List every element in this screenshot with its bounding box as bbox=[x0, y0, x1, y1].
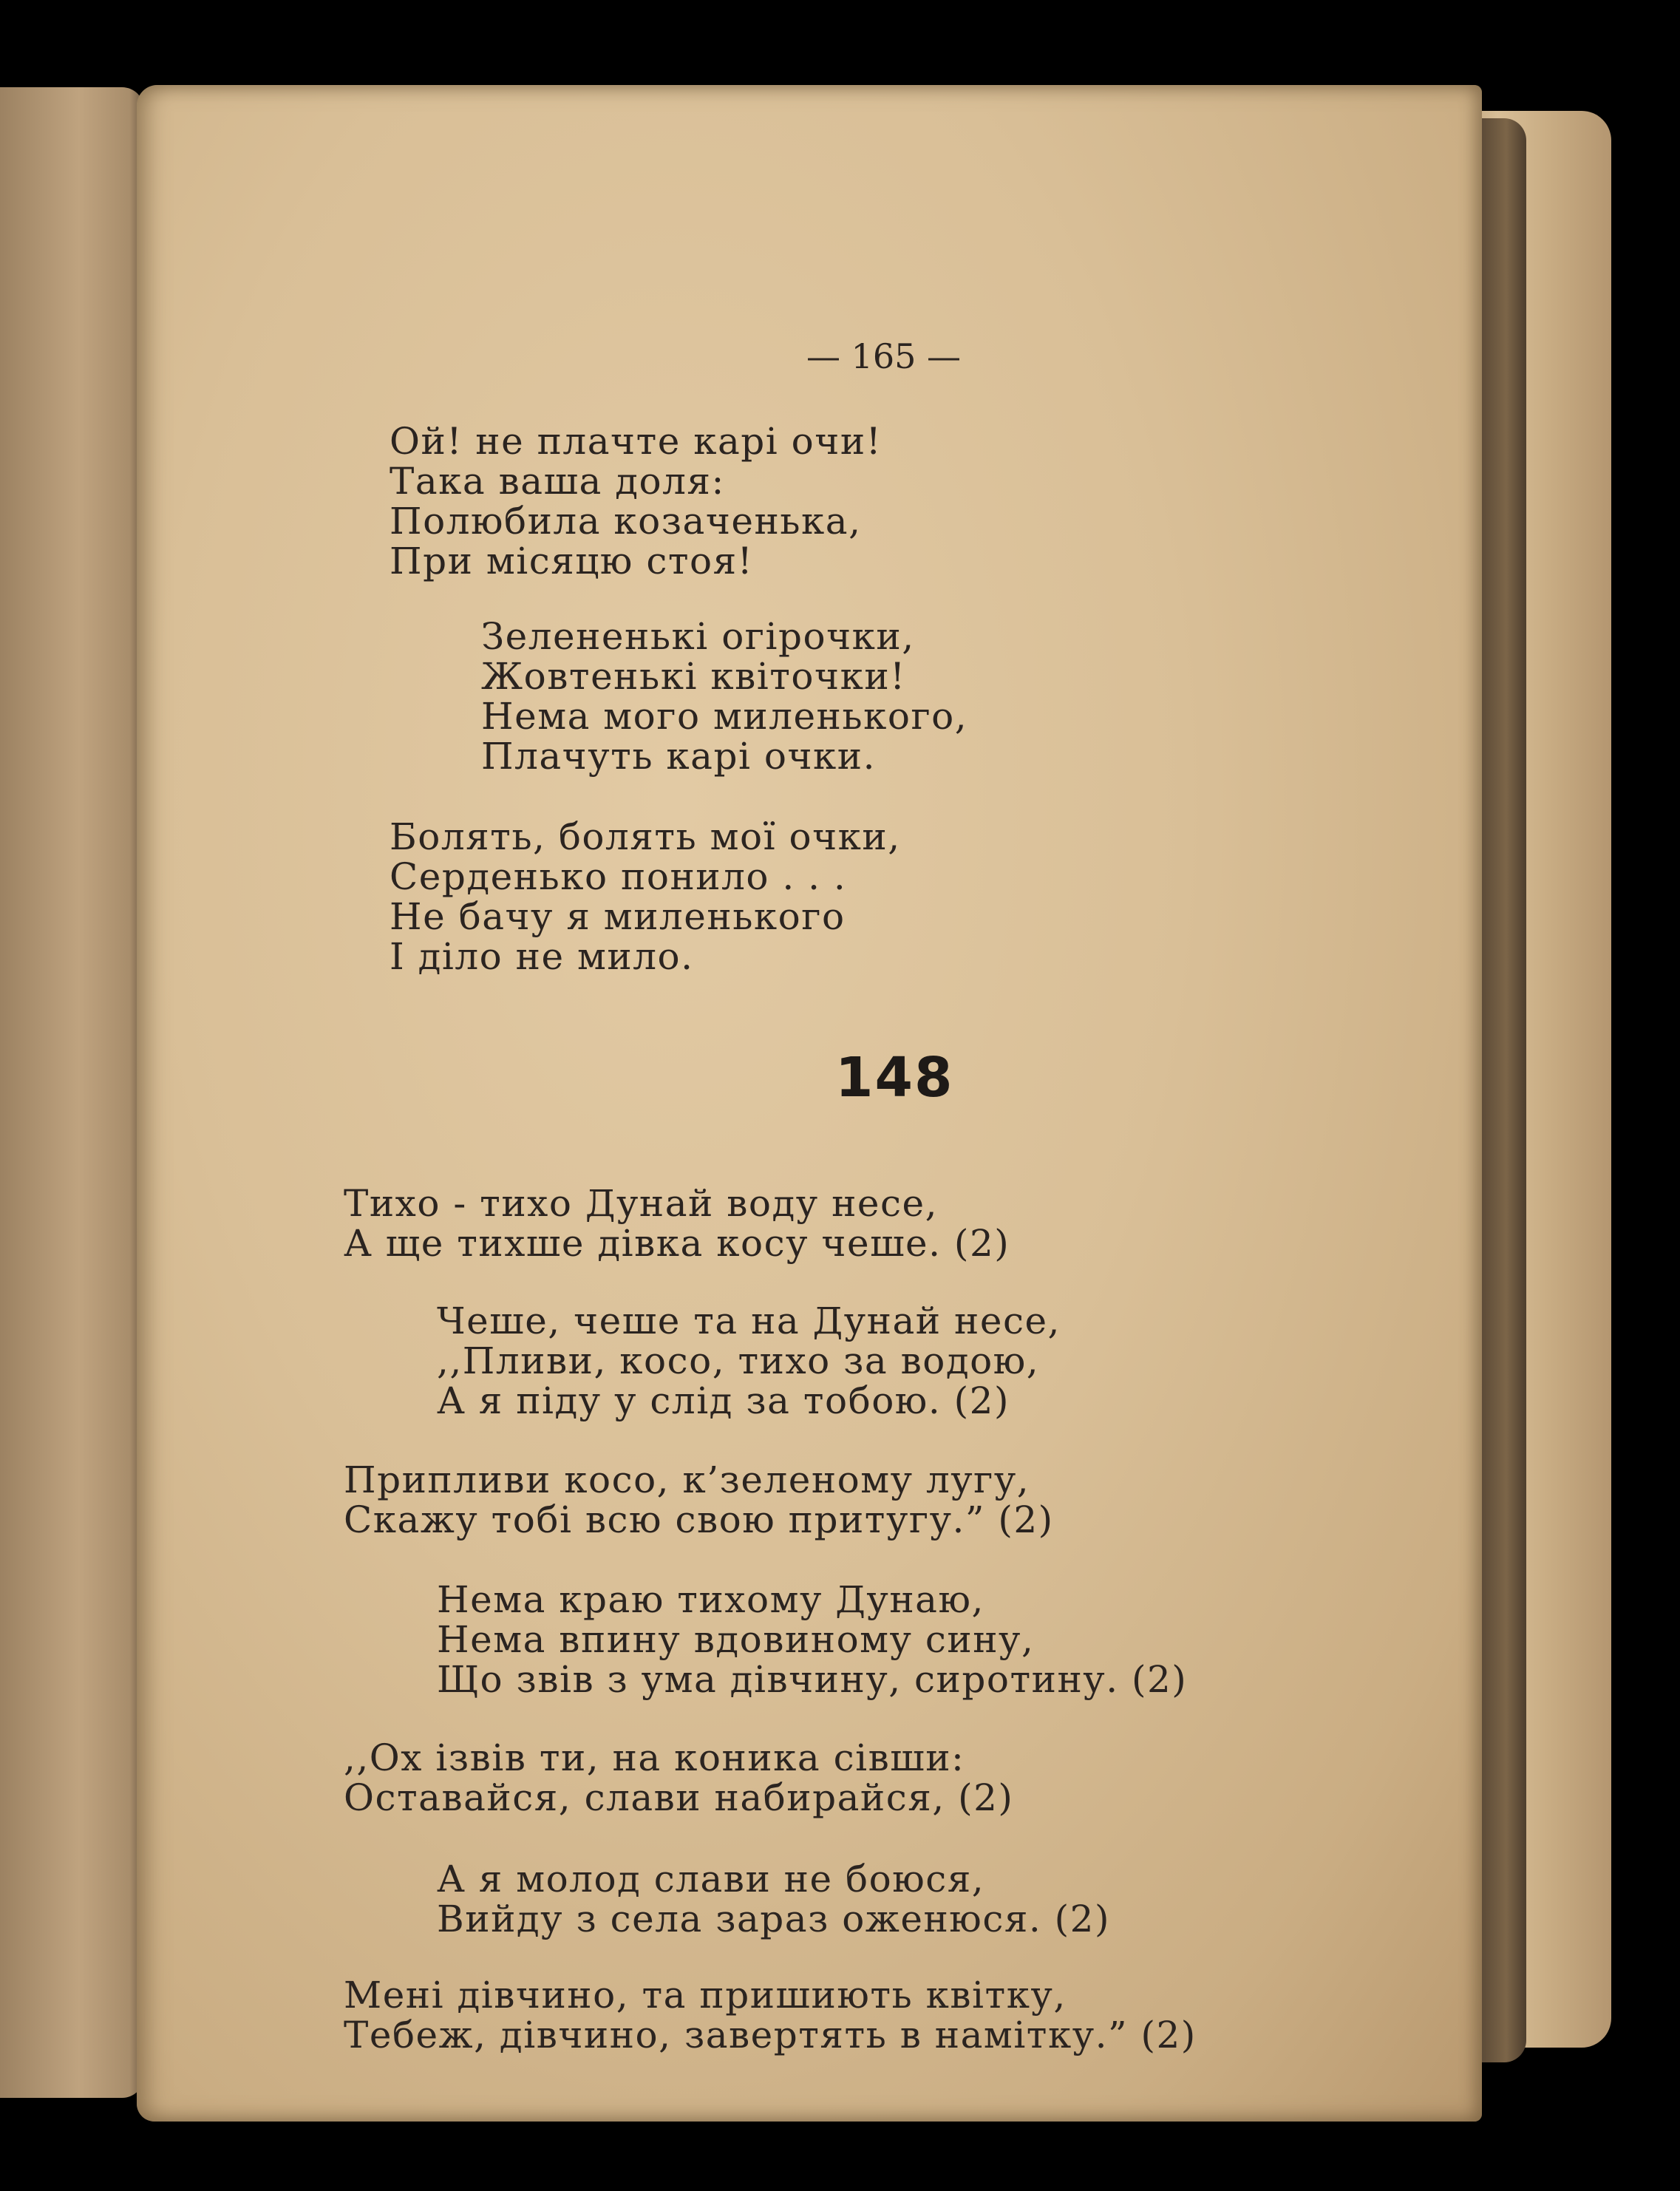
verse-line: І діло не мило. bbox=[390, 935, 694, 978]
verse-line: А ще тихше дівка косу чеше. (2) bbox=[344, 1222, 1010, 1265]
page-number: — 165 — bbox=[806, 336, 962, 376]
stanza bbox=[481, 616, 967, 776]
verse-line: Тихо - тихо Дунай воду несе, bbox=[344, 1182, 939, 1225]
verse-line: Оставайся, слави набирайся, (2) bbox=[344, 1776, 1014, 1819]
verse-line: Серденько понило . . . bbox=[390, 855, 847, 898]
stanza bbox=[437, 1859, 1110, 1939]
verse-line: Плачуть карі очки. bbox=[481, 735, 877, 778]
verse-line: Припливи косо, к’зеленому лугу, bbox=[344, 1458, 1030, 1501]
verse-line: Нема краю тихому Дунаю, bbox=[437, 1578, 984, 1621]
verse-line: Така ваша доля: bbox=[390, 460, 725, 503]
verse-line: Нема мого миленького, bbox=[481, 695, 968, 738]
verse-line: Ой! не плачте карі очи! bbox=[390, 420, 882, 463]
stanza bbox=[344, 1975, 1197, 2055]
verse-line: Жовтенькі квіточки! bbox=[481, 655, 906, 698]
stanza bbox=[344, 1183, 1010, 1263]
verse-line: Чеше, чеше та на Дунай несе, bbox=[437, 1300, 1061, 1342]
verse-line: Мені дівчино, та пришиють квітку, bbox=[344, 1974, 1067, 2017]
verse-line: ,,Пливи, косо, тихо за водою, bbox=[437, 1339, 1040, 1382]
stanza bbox=[344, 1738, 1013, 1818]
verse-line: Що звів з ума дівчину, сиротину. (2) bbox=[437, 1658, 1188, 1701]
stanza bbox=[344, 1460, 1054, 1540]
verse-line: При місяцю стоя! bbox=[390, 540, 754, 582]
previous-page-edge bbox=[0, 87, 144, 2098]
verse-line: Зелененькі огірочки, bbox=[481, 615, 915, 658]
verse-line: Болять, болять мої очки, bbox=[390, 815, 901, 858]
verse-line: Полюбила козаченька, bbox=[390, 500, 862, 543]
verse-line: Нема впину вдовиному сину, bbox=[437, 1618, 1035, 1661]
stanza bbox=[437, 1301, 1061, 1421]
verse-line: А я молод слави не боюся, bbox=[437, 1858, 985, 1900]
verse-line: А я піду у слід за тобою. (2) bbox=[437, 1379, 1010, 1422]
verse-line: ,,Ох ізвів ти, на коника сівши: bbox=[344, 1736, 965, 1779]
verse-line: Не бачу я миленького bbox=[390, 895, 846, 938]
stanza bbox=[390, 421, 882, 581]
verse-line: Тебеж, дівчино, завертять в намітку.” (2) bbox=[344, 2014, 1197, 2056]
verse-line: Скажу тобі всю свою притугу.” (2) bbox=[344, 1498, 1054, 1541]
book-page bbox=[137, 85, 1482, 2122]
stanza bbox=[390, 817, 901, 976]
song-number: 148 bbox=[835, 1046, 954, 1110]
stanza bbox=[437, 1580, 1187, 1699]
verse-line: Вийду з села зараз оженюся. (2) bbox=[437, 1898, 1110, 1940]
